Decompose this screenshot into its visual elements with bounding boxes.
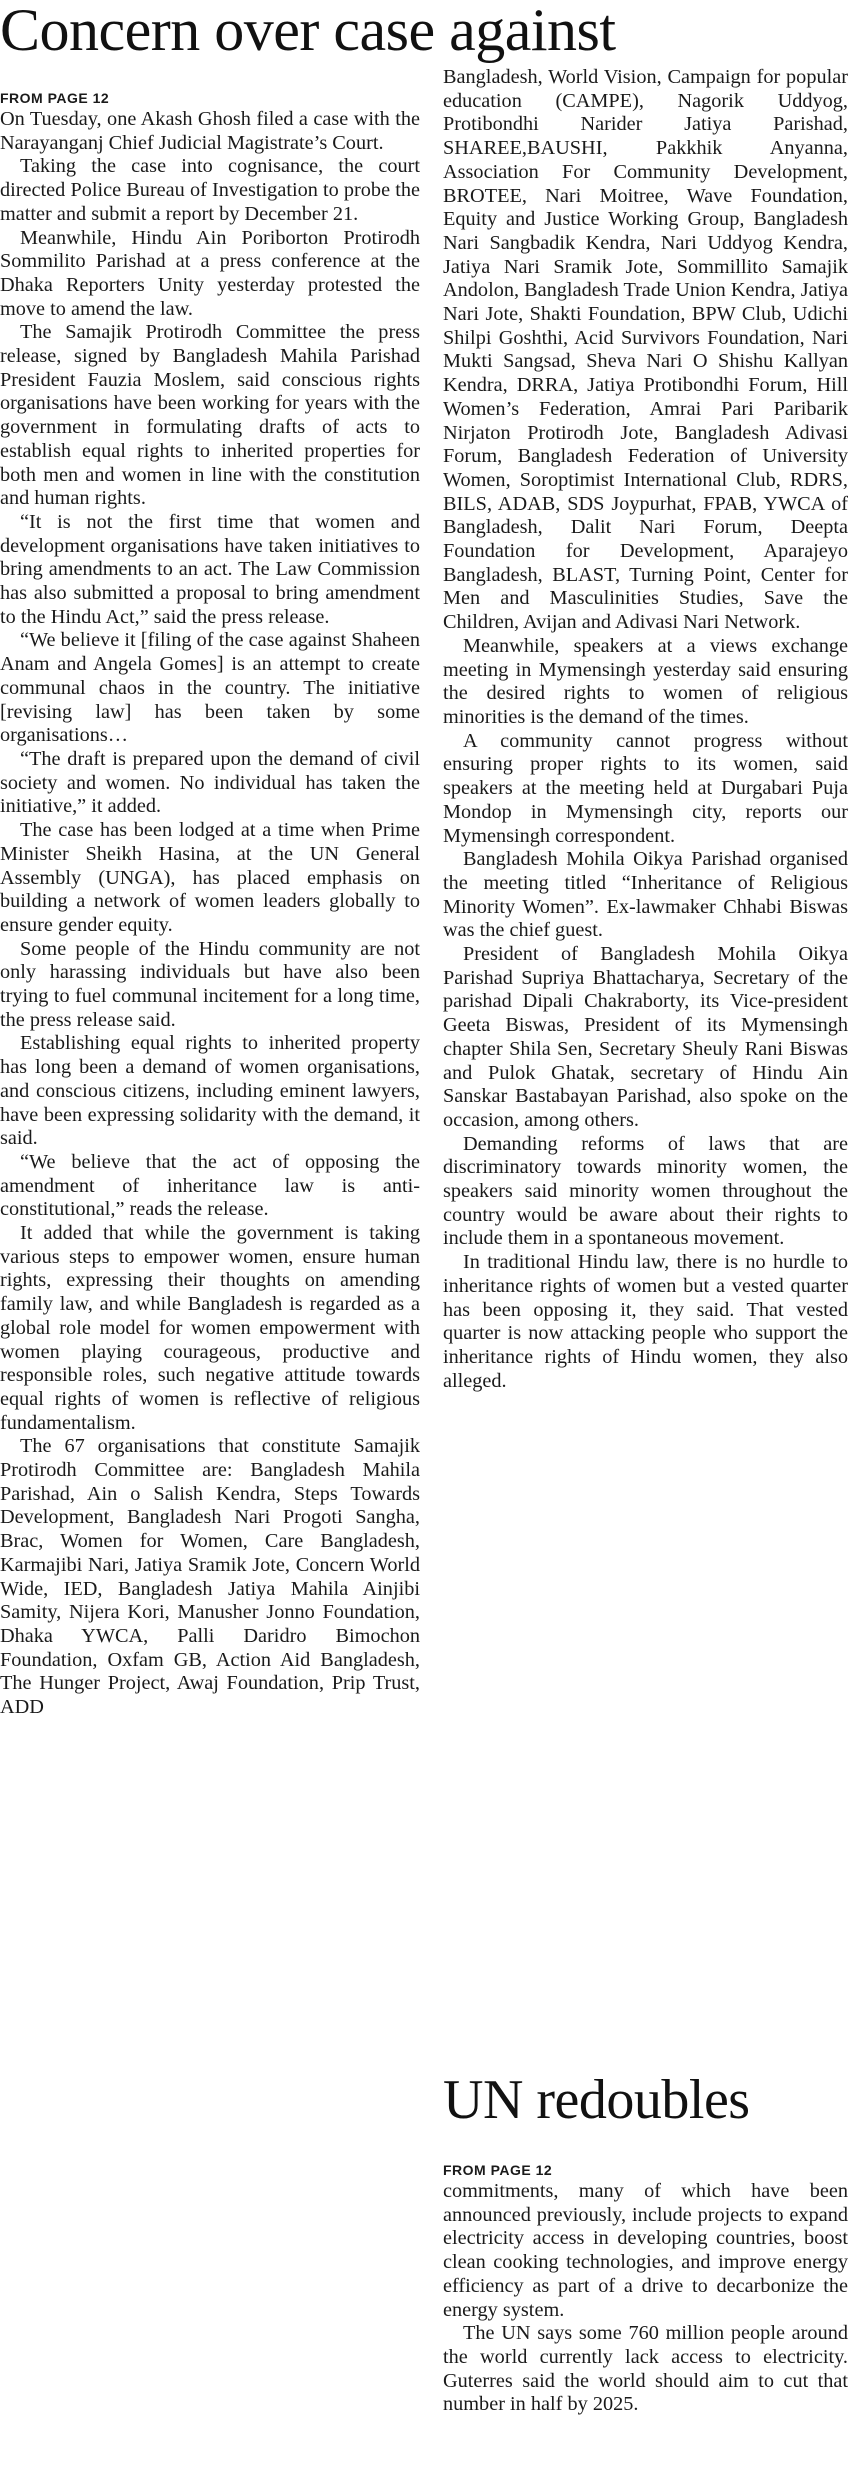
story1-paragraph: “It is not the first time that women and development organisations have taken initiatives to bring amendments to an act. The Law Commission has also submitted a proposal to bring amendment to the Hindu Act,” said the press release.	[0, 510, 420, 628]
story1-paragraph: A community cannot progress without ensuring proper rights to its women, said speakers at the meeting held at Durgabari Puja Mondop in Mymensingh city, reports our Mymensingh correspondent.	[443, 729, 848, 847]
story1-paragraph: Taking the case into cognisance, the court directed Police Bureau of Investigation to probe the matter and submit a report by December 21.	[0, 155, 420, 225]
story1-paragraph: “We believe that the act of opposing the amendment of inheritance law is anti-constitutional,” reads the release.	[0, 1150, 420, 1221]
story2-jump-line: FROM PAGE 12	[443, 2162, 553, 2178]
story1-jump-line: FROM PAGE 12	[0, 90, 110, 106]
story1-paragraph: “The draft is prepared upon the demand of civil society and women. No individual has taken the initiative,” it added.	[0, 747, 420, 818]
story2-continuation: commitments, many of which have been announced previously, include projects to expand electricity access in developing countries, boost clean cooking technologies, and improve energy efficiency as part of a drive to decarbonize the energy system.	[443, 2180, 848, 2321]
story1-continuation: Bangladesh, World Vision, Campaign for popular education (CAMPE), Nagorik Uddyog, Protibondhi Narider Jatiya Parishad, SHAREE,BAUSHI, Pakkhik Anyanna, Association For Community Development, BROTEE, Nari Moitree, Wave Foundation, Equity and Justice Working Group, Bangladesh Nari Sangbadik Kendra, Nari Uddyog Kendra, Jatiya Nari Sramik Jote, Sommillito Samajik Andolon, Bangladesh Trade Union Kendra, Jatiya Nari Jote, Shakti Foundation, BPW Club, Udichi Shilpi Goshthi, Acid Survivors Foundation, Nari Mukti Sangsad, Sheva Nari O Shishu Kallyan Kendra, DRRA, Jatiya Protibondhi Forum, Hill Women’s Federation, Amrai Pari Paribarik Nirjaton Protirodh Jote, Bangladesh Adivasi Forum, Bangladesh Federation of University Women, Soroptimist International Club, RDRS, BILS, ADAB, SDS Joypurhat, FPAB, YWCA of Bangladesh, Dalit Nari Forum, Deepta Foundation for Development, Aparajeyo Bangladesh, BLAST, Turning Point, Center for Men and Masculinities Studies, Save the Children, Avijan and Adivasi Nari Network.	[443, 66, 848, 634]
story1-paragraph: It added that while the government is taking various steps to empower women, ensure human rights, expressing their thoughts on amending family law, and while Bangladesh is regarded as a global role model for women empowerment with women playing courageous, productive and responsible roles, such negative attitude towards equal rights of women is reflective of religious fundamentalism.	[0, 1222, 420, 1434]
story1-paragraph: The case has been lodged at a time when Prime Minister Sheikh Hasina, at the UN General Assembly (UNGA), has placed emphasis on building a network of women leaders globally to ensure gender equity.	[0, 819, 420, 936]
story1-paragraph: The Samajik Protirodh Committee the press release, signed by Bangladesh Mahila Parishad President Fauzia Moslem, said conscious rights organisations have been working for years with the government in formulating drafts of acts to establish equal rights to inherited properties for both men and women in line with the constitution and human rights.	[0, 321, 420, 510]
story1-paragraph: “We believe it [filing of the case against Shaheen Anam and Angela Gomes] is an attempt to create communal chaos in the country. The initiative [revising law] has been taken by some organisations…	[0, 629, 420, 747]
story1-left-column	[0, 88, 420, 2483]
story1-paragraph: Meanwhile, Hindu Ain Poriborton Protirodh Sommilito Parishad at a press conference at the Dhaka Reporters Unity yesterday protested the move to amend the law.	[0, 226, 420, 320]
story1-paragraph: Bangladesh Mohila Oikya Parishad organised the meeting titled “Inheritance of Religious Minority Women”. Ex-lawmaker Chhabi Biswas was the chief guest.	[443, 848, 848, 942]
story2-paragraph: The UN says some 760 million people around the world currently lack access to electricity. Guterres said the world should aim to cut that number in half by 2025.	[443, 2322, 848, 2416]
story2-column	[443, 2160, 848, 2483]
story1-paragraph: President of Bangladesh Mohila Oikya Parishad Supriya Bhattacharya, Secretary of the parishad Dipali Chakraborty, its Vice-president Geeta Biswas, President of its Mymensingh chapter Shila Sen, Secretary Sheuly Rani Biswas and Pulok Ghatak, secretary of Hindu Ain Sanskar Bastabayan Parishad, also spoke on the occasion, among others.	[443, 943, 848, 1131]
story1-paragraph: Meanwhile, speakers at a views exchange meeting in Mymensingh yesterday said ensuring the desired rights to women of religious minorities is the demand of the times.	[443, 634, 848, 728]
story1-paragraph: The 67 organisations that constitute Samajik Protirodh Committee are: Bangladesh Mahila Parishad, Ain o Salish Kendra, Steps Towards Development, Bangladesh Nari Progoti Sangha, Brac, Women for Women, Care Bangladesh, Karmajibi Nari, Jatiya Sramik Jote, Concern World Wide, IED, Bangladesh Jatiya Mahila Ainjibi Samity, Nijera Kori, Manusher Jonno Foundation, Dhaka YWCA, Palli Daridro Bimochon Foundation, Oxfam GB, Action Aid Bangladesh, The Hunger Project, Awaj Foundation, Prip Trust, ADD	[0, 1435, 420, 1719]
story1-paragraph: Establishing equal rights to inherited property has long been a demand of women organisations, and conscious citizens, including eminent lawyers, have been expressing solidarity with the demand, it said.	[0, 1032, 420, 1150]
story2-headline: UN redoubles	[443, 2069, 750, 2131]
story1-right-column	[443, 66, 848, 2061]
story1-headline: Concern over case against	[0, 0, 616, 63]
story1-paragraph: Demanding reforms of laws that are discriminatory towards minority women, the speakers said minority women throughout the country would be aware about their rights to include them in a spontaneous movement.	[443, 1132, 848, 1250]
story1-paragraph: Some people of the Hindu community are not only harassing individuals but have also been trying to fuel communal incitement for a long time, the press release said.	[0, 937, 420, 1031]
story1-paragraph: In traditional Hindu law, there is no hurdle to inheritance rights of women but a vested quarter has been opposing it, they said. That vested quarter is now attacking people who support the inheritance rights of Hindu women, they also alleged.	[443, 1251, 848, 1392]
story1-paragraph: On Tuesday, one Akash Ghosh filed a case with the Narayanganj Chief Judicial Magistrate’s Court.	[0, 108, 420, 154]
